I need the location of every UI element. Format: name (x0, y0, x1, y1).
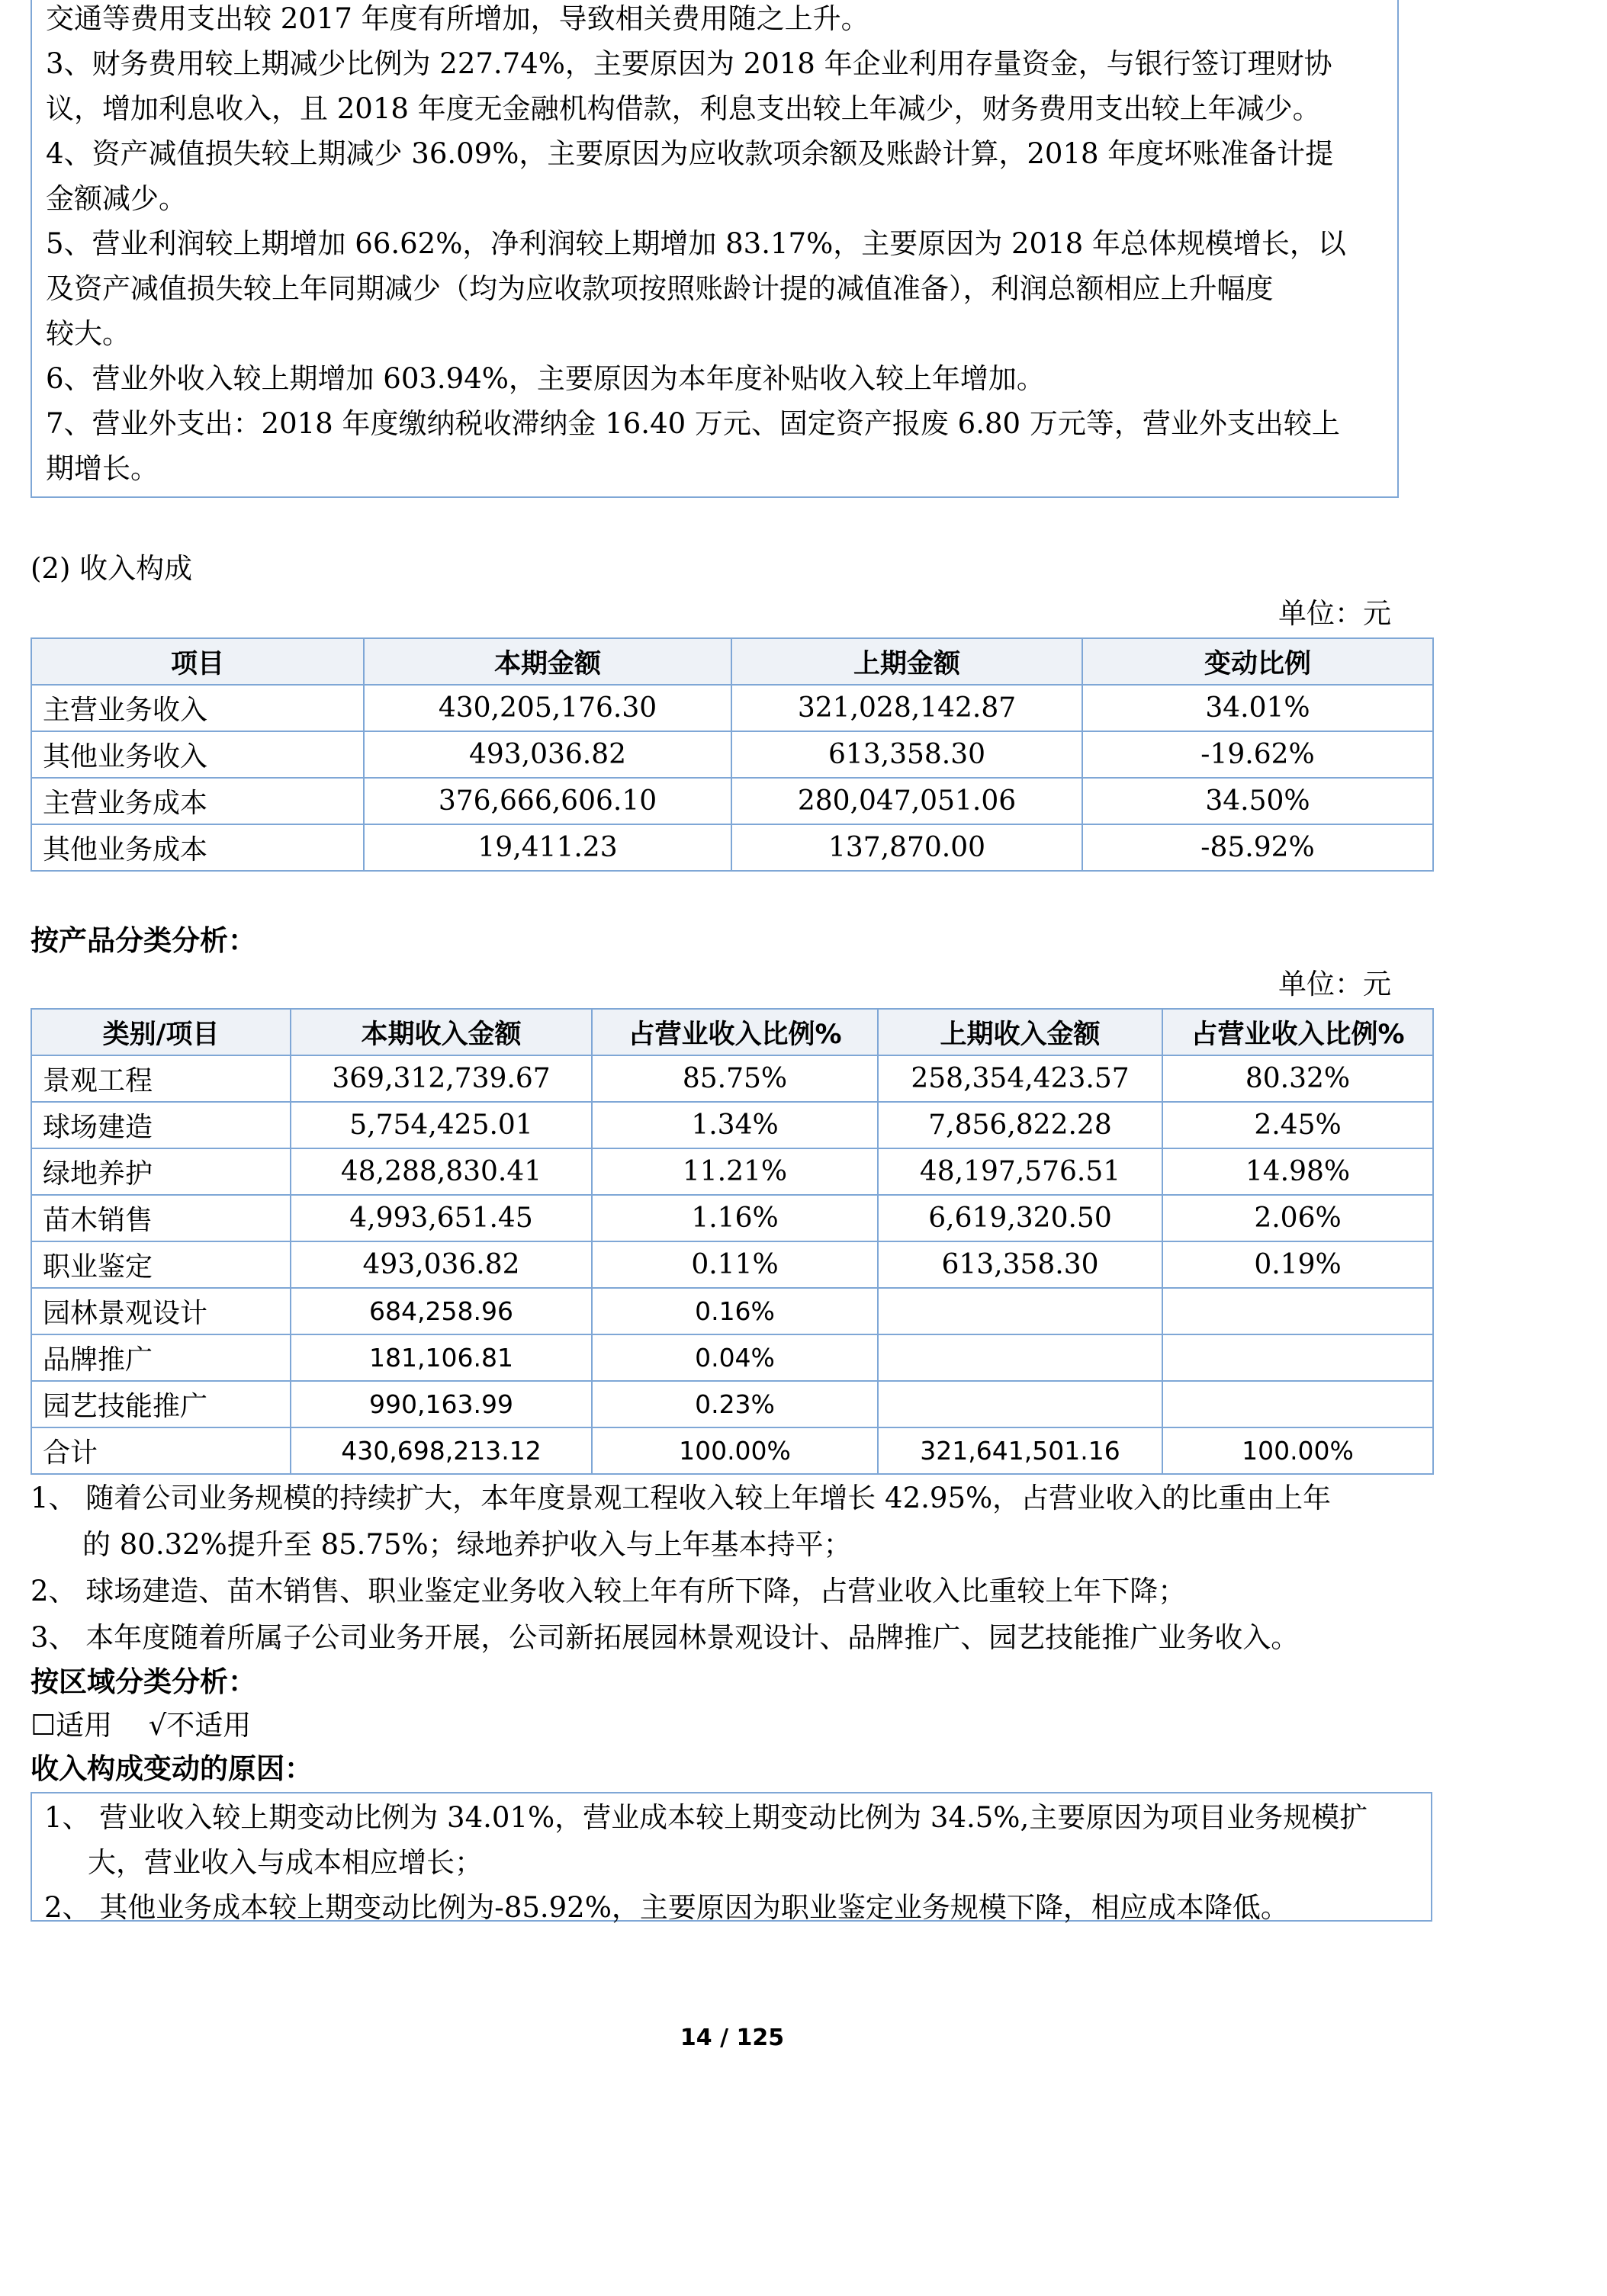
value-cell (878, 1334, 1162, 1381)
product-note-3: 3、 本年度随着所属子公司业务开展，公司新拓展园林景观设计、品牌推广、园艺技能推广业务收入。 (31, 1621, 1300, 1654)
value-cell (1162, 1381, 1433, 1427)
value-cell: 0.19% (1162, 1241, 1433, 1288)
table-row (31, 1288, 1433, 1334)
row-label-cell: 主营业务成本 (31, 778, 364, 824)
value-cell (1162, 1334, 1433, 1381)
value-cell: 137,870.00 (731, 824, 1082, 871)
expense-note-line: 4、资产减值损失较上期减少 36.09%，主要原因为应收款项余额及账龄计算，2018 年度坏账准备计提 (46, 137, 1334, 170)
reason-2: 2、 其他业务成本较上期变动比例为-85.92%，主要原因为职业鉴定业务规模下降，相应成本降低。 (44, 1891, 1289, 1924)
value-cell: 100.00% (592, 1427, 878, 1474)
region-analysis-title: 按区域分类分析： (31, 1665, 256, 1698)
column-header: 上期收入金额 (878, 1009, 1162, 1055)
value-cell: 85.75% (592, 1055, 878, 1102)
value-cell: 280,047,051.06 (731, 778, 1082, 824)
value-cell: 321,641,501.16 (878, 1427, 1162, 1474)
value-cell: 4,993,651.45 (291, 1195, 592, 1241)
applicability-row (31, 1707, 251, 1745)
value-cell (878, 1288, 1162, 1334)
value-cell: 493,036.82 (364, 731, 731, 778)
row-label-cell: 景观工程 (31, 1055, 291, 1102)
value-cell: 613,358.30 (731, 731, 1082, 778)
value-cell: 80.32% (1162, 1055, 1433, 1102)
value-cell: 6,619,320.50 (878, 1195, 1162, 1241)
section-title-income-composition: (2) 收入构成 (31, 552, 193, 585)
value-cell: 1.16% (592, 1195, 878, 1241)
not-applicable-label: 不适用 (166, 1709, 252, 1742)
reason-1: 1、 营业收入较上期变动比例为 34.01%，营业成本较上期变动比例为 34.5%,主要原因为项目业务规模扩 (44, 1801, 1368, 1834)
unit-label-2: 单位：元 (1278, 968, 1391, 1000)
table-row (31, 1427, 1433, 1474)
value-cell: 34.50% (1082, 778, 1433, 824)
row-label-cell: 其他业务收入 (31, 731, 364, 778)
column-header: 上期金额 (731, 638, 1082, 685)
table-row (31, 731, 1433, 778)
row-label-cell: 苗木销售 (31, 1195, 291, 1241)
unit-label-1: 单位：元 (1278, 597, 1391, 630)
column-header: 项目 (31, 638, 364, 685)
value-cell: 493,036.82 (291, 1241, 592, 1288)
reason-1-cont: 大，营业收入与成本相应增长； (88, 1846, 483, 1879)
expense-note-line: 及资产减值损失较上年同期减少（均为应收款项按照账龄计提的减值准备），利润总额相应上升幅度 (46, 272, 1274, 305)
value-cell: 2.06% (1162, 1195, 1433, 1241)
value-cell: -19.62% (1082, 731, 1433, 778)
value-cell: 181,106.81 (291, 1334, 592, 1381)
value-cell: 0.04% (592, 1334, 878, 1381)
table-header-row (31, 1009, 1433, 1055)
value-cell: 321,028,142.87 (731, 685, 1082, 731)
expense-note-line: 较大。 (46, 317, 130, 350)
expense-note-line: 期增长。 (46, 452, 159, 485)
value-cell: 258,354,423.57 (878, 1055, 1162, 1102)
value-cell: 369,312,739.67 (291, 1055, 592, 1102)
column-header: 类别/项目 (31, 1009, 291, 1055)
product-note-1: 1、 随着公司业务规模的持续扩大，本年度景观工程收入较上年增长 42.95%，占营业收入的比重由上年 (31, 1482, 1332, 1514)
table-row (31, 824, 1433, 871)
table-row (31, 1241, 1433, 1288)
value-cell: 100.00% (1162, 1427, 1433, 1474)
product-note-2: 2、 球场建造、苗木销售、职业鉴定业务收入较上年有所下降，占营业收入比重较上年下降； (31, 1575, 1187, 1607)
applicable-label: 适用 (56, 1709, 113, 1742)
row-label-cell: 绿地养护 (31, 1148, 291, 1195)
column-header: 本期收入金额 (291, 1009, 592, 1055)
value-cell: 684,258.96 (291, 1288, 592, 1334)
expense-note-line: 金额减少。 (46, 182, 187, 215)
row-label-cell: 园艺技能推广 (31, 1381, 291, 1427)
value-cell: 48,288,830.41 (291, 1148, 592, 1195)
expense-note-line: 3、财务费用较上期减少比例为 227.74%，主要原因为 2018 年企业利用存量资金，与银行签订理财协 (46, 47, 1332, 80)
table-row (31, 778, 1433, 824)
table-row (31, 1055, 1433, 1102)
value-cell: 11.21% (592, 1148, 878, 1195)
expense-note-line: 议，增加利息收入，且 2018 年度无金融机构借款，利息支出较上年减少，财务费用支出较上年减少。 (46, 92, 1321, 125)
expense-note-line: 6、营业外收入较上期增加 603.94%，主要原因为本年度补贴收入较上年增加。 (46, 362, 1045, 395)
value-cell: 48,197,576.51 (878, 1148, 1162, 1195)
value-cell (1162, 1288, 1433, 1334)
table-row (31, 1195, 1433, 1241)
value-cell: 0.16% (592, 1288, 878, 1334)
row-label-cell: 合计 (31, 1427, 291, 1474)
product-analysis-table (31, 1008, 1434, 1475)
row-label-cell: 园林景观设计 (31, 1288, 291, 1334)
value-cell: 19,411.23 (364, 824, 731, 871)
row-label-cell: 其他业务成本 (31, 824, 364, 871)
row-label-cell: 品牌推广 (31, 1334, 291, 1381)
expense-note-line: 7、营业外支出：2018 年度缴纳税收滞纳金 16.40 万元、固定资产报废 6.80 万元等，营业外支出较上 (46, 407, 1340, 440)
table-row (31, 1334, 1433, 1381)
row-label-cell: 主营业务收入 (31, 685, 364, 731)
column-header: 变动比例 (1082, 638, 1433, 685)
expense-note-line: 5、营业利润较上期增加 66.62%，净利润较上期增加 83.17%，主要原因为 2018 年总体规模增长，以 (46, 227, 1346, 260)
value-cell: 34.01% (1082, 685, 1433, 731)
product-analysis-title: 按产品分类分析： (31, 923, 256, 957)
value-cell: 14.98% (1162, 1148, 1433, 1195)
table-row (31, 1381, 1433, 1427)
page-number: 14 / 125 (680, 2025, 785, 2051)
value-cell (878, 1381, 1162, 1427)
row-label-cell: 职业鉴定 (31, 1241, 291, 1288)
not-applicable-check[interactable]: √ (148, 1709, 167, 1742)
value-cell: 0.23% (592, 1381, 878, 1427)
value-cell: -85.92% (1082, 824, 1433, 871)
column-header: 占营业收入比例% (1162, 1009, 1433, 1055)
value-cell: 430,698,213.12 (291, 1427, 592, 1474)
applicable-checkbox[interactable]: ☐ (31, 1709, 56, 1742)
reason-title: 收入构成变动的原因： (31, 1752, 313, 1785)
value-cell: 990,163.99 (291, 1381, 592, 1427)
column-header: 本期金额 (364, 638, 731, 685)
column-header: 占营业收入比例% (592, 1009, 878, 1055)
income-composition-table (31, 637, 1434, 872)
table-header-row (31, 638, 1433, 685)
value-cell: 5,754,425.01 (291, 1102, 592, 1148)
product-note-1-cont: 的 80.32%提升至 85.75%；绿地养护收入与上年基本持平； (82, 1528, 852, 1561)
value-cell: 613,358.30 (878, 1241, 1162, 1288)
value-cell: 376,666,606.10 (364, 778, 731, 824)
table-row (31, 685, 1433, 731)
value-cell: 2.45% (1162, 1102, 1433, 1148)
value-cell: 430,205,176.30 (364, 685, 731, 731)
expense-note-line: 交通等费用支出较 2017 年度有所增加，导致相关费用随之上升。 (46, 2, 869, 35)
value-cell: 7,856,822.28 (878, 1102, 1162, 1148)
table-row (31, 1148, 1433, 1195)
value-cell: 0.11% (592, 1241, 878, 1288)
table-row (31, 1102, 1433, 1148)
value-cell: 1.34% (592, 1102, 878, 1148)
row-label-cell: 球场建造 (31, 1102, 291, 1148)
